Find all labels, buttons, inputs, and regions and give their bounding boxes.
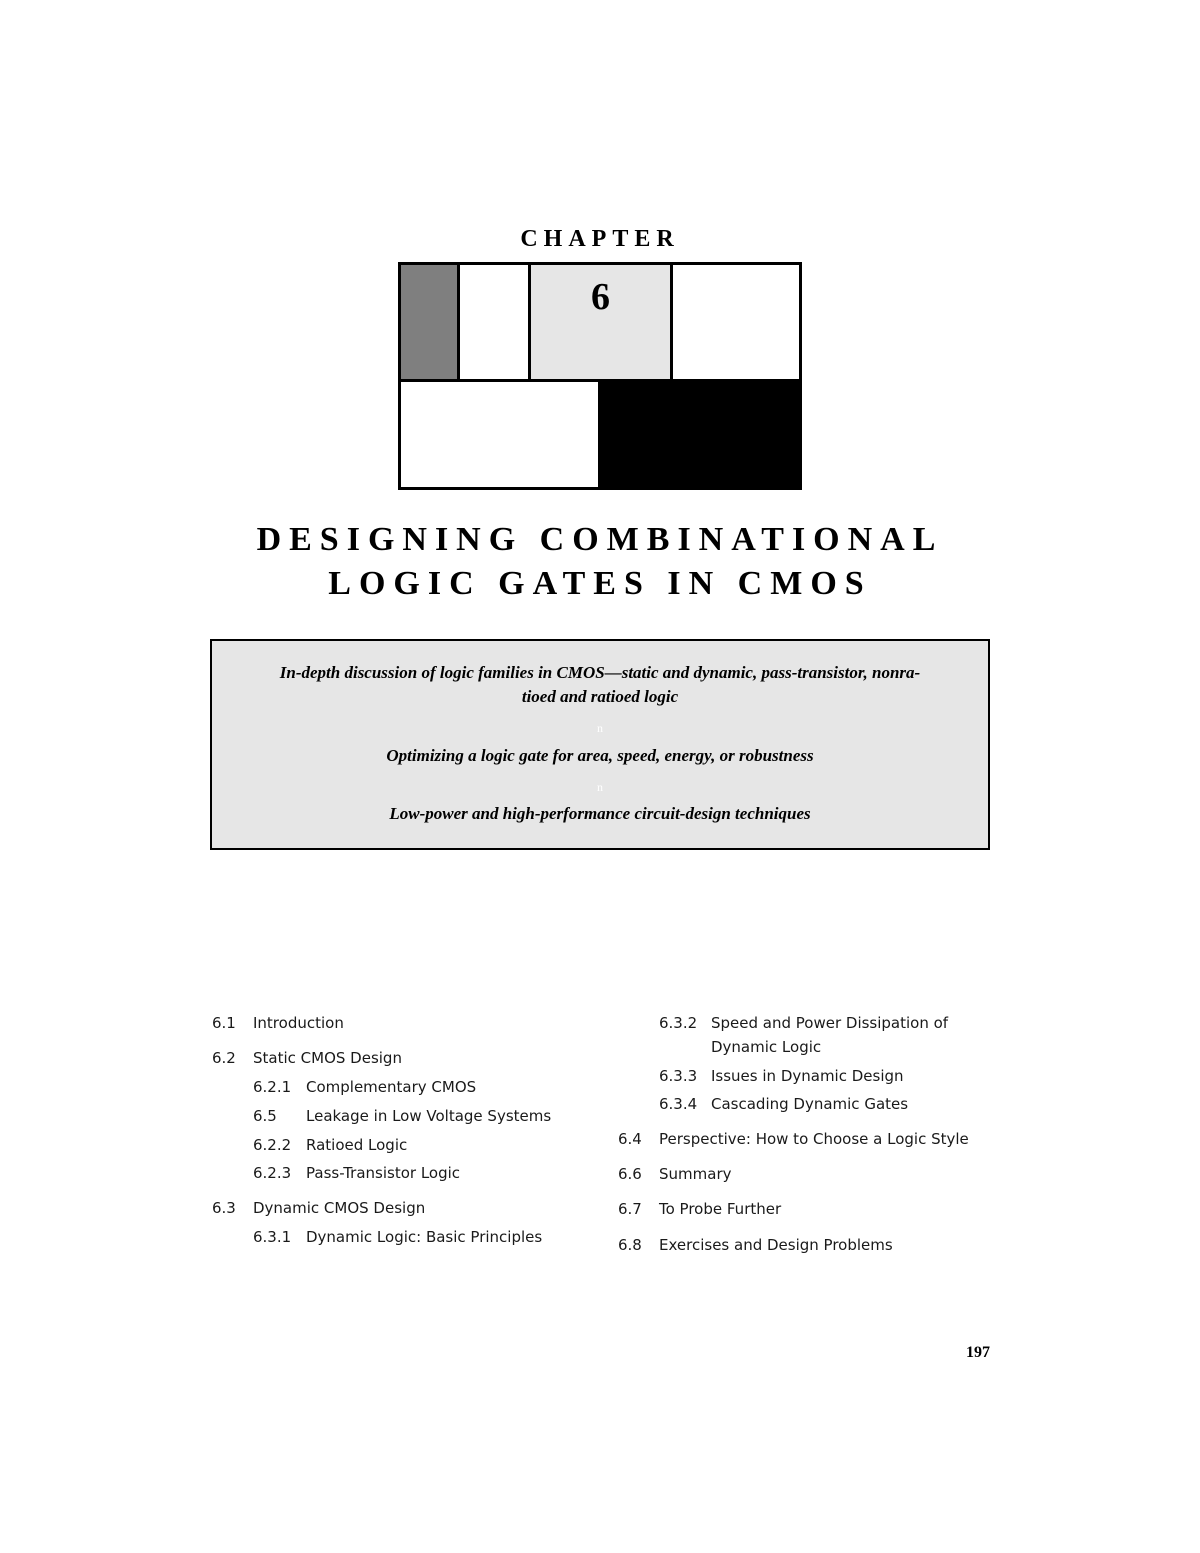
toc-number: 6.1 [212, 1014, 236, 1032]
toc-title: Dynamic Logic: Basic Principles [306, 1228, 543, 1246]
bullet-icon: n [597, 721, 603, 735]
toc-number: 6.2.1 [253, 1078, 292, 1096]
toc-number: 6.3.1 [253, 1228, 292, 1246]
toc-number: 6.3.4 [659, 1095, 698, 1113]
bullet-icon: n [597, 780, 603, 794]
toc-number: 6.2.2 [253, 1136, 292, 1154]
summary-item: tioed and ratioed logic [521, 687, 679, 706]
chapter-title-line: LOGIC GATES IN CMOS [328, 565, 872, 602]
toc-title: To Probe Further [659, 1200, 782, 1218]
toc-number: 6.3.3 [659, 1067, 698, 1085]
toc-title: Dynamic CMOS Design [253, 1199, 426, 1217]
toc-title: Static CMOS Design [253, 1049, 402, 1067]
white-block [460, 265, 531, 382]
toc-number: 6.7 [618, 1200, 642, 1218]
white-block [401, 382, 601, 487]
toc-title: Introduction [253, 1014, 344, 1032]
toc-number: 6.6 [618, 1165, 642, 1183]
toc-title: Pass-Transistor Logic [306, 1164, 461, 1182]
summary-item: Low-power and high-performance circuit-design techniques [389, 804, 811, 823]
toc-number: 6.2 [212, 1049, 236, 1067]
chapter-title-line: DESIGNING COMBINATIONAL [256, 521, 944, 558]
toc-title: Perspective: How to Choose a Logic Style [659, 1130, 969, 1148]
table-of-contents-left [212, 1014, 602, 1254]
toc-title: Dynamic Logic [711, 1038, 822, 1056]
white-block [673, 265, 799, 382]
chapter-title [0, 518, 1200, 606]
chapter-number: 6 [531, 265, 673, 382]
toc-number: 6.3.2 [659, 1014, 698, 1032]
toc-title: Complementary CMOS [306, 1078, 477, 1096]
chapter-summary-box [210, 639, 990, 850]
toc-number: 6.2.3 [253, 1164, 292, 1182]
table-of-contents-right [618, 1014, 998, 1264]
toc-title: Summary [659, 1165, 732, 1183]
black-block [601, 382, 799, 487]
summary-item: In-depth discussion of logic families in CMOS—static and dynamic, pass-transistor, nonra- [279, 663, 921, 682]
page-number: 197 [966, 1344, 990, 1361]
chapter-label: CHAPTER [520, 226, 680, 252]
toc-title: Speed and Power Dissipation of [711, 1014, 949, 1032]
toc-title: Cascading Dynamic Gates [711, 1095, 909, 1113]
toc-number: 6.8 [618, 1236, 642, 1254]
toc-number: 6.4 [618, 1130, 642, 1148]
gray-block [401, 265, 460, 382]
chapter-number-graphic [398, 262, 802, 490]
toc-number: 6.5 [253, 1107, 277, 1125]
toc-title: Issues in Dynamic Design [711, 1067, 904, 1085]
toc-title: Exercises and Design Problems [659, 1236, 893, 1254]
toc-title: Leakage in Low Voltage Systems [306, 1107, 552, 1125]
toc-title: Ratioed Logic [306, 1136, 408, 1154]
summary-item: Optimizing a logic gate for area, speed, energy, or robustness [386, 746, 814, 765]
toc-number: 6.3 [212, 1199, 236, 1217]
